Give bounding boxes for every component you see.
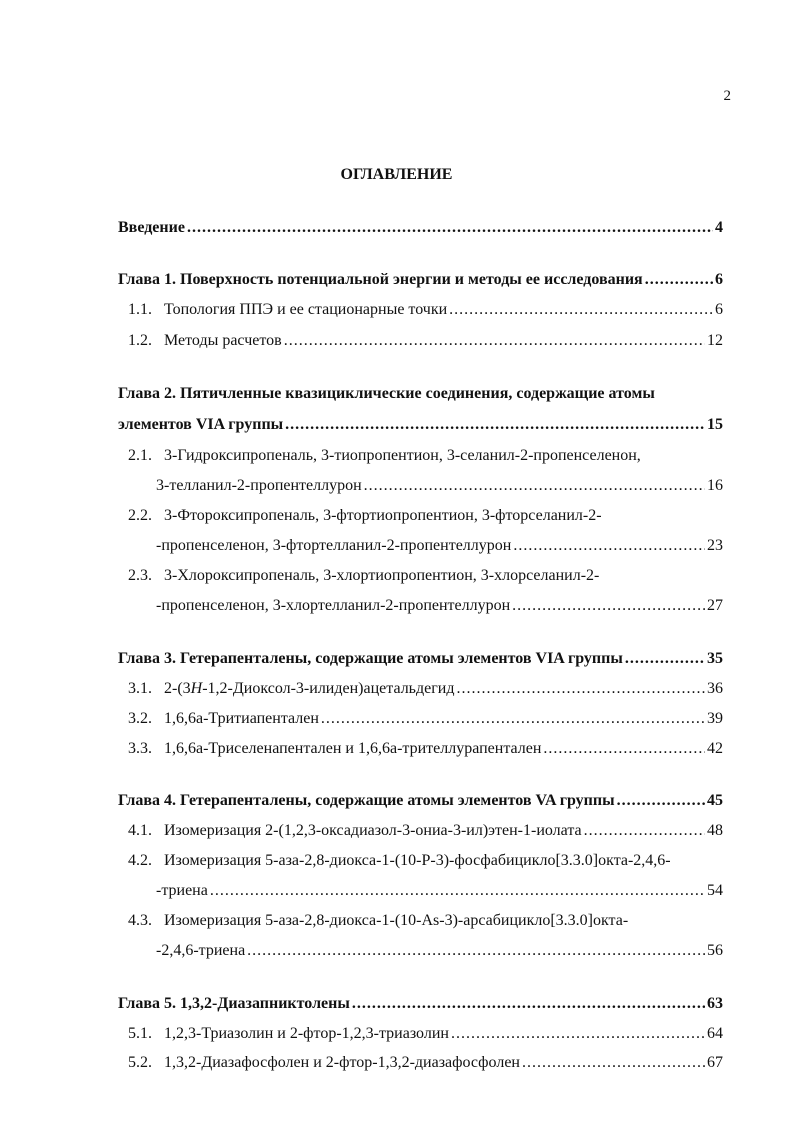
section-title: 3-Фтороксипропеналь, 3-фтортиопропентион, 3-фторселанил-2- xyxy=(164,507,602,524)
section-title: 1,6,6а-Тритиапентален xyxy=(164,710,319,727)
section-title: 1,6,6а-Триселенапентален и 1,6,6а-трителлурапентален xyxy=(164,740,542,757)
toc-entry-chapter-2[interactable] xyxy=(118,415,723,435)
section-title: 3-Гидроксипропеналь, 3-тиопропентион, 3-селанил-2-пропенселенон, xyxy=(164,447,641,464)
section-number: 3.3. xyxy=(128,740,152,757)
leader-dots xyxy=(449,300,713,320)
section-title: 3-Хлороксипропеналь, 3-хлортиопропентион, 3-хлорселанил-2- xyxy=(164,567,600,584)
leader-dots xyxy=(513,536,705,556)
toc-entry-intro-text: Введение xyxy=(118,219,185,236)
toc-entry-2-2-line1[interactable] xyxy=(128,506,602,526)
section-page: 36 xyxy=(707,680,723,697)
toc-entry-intro[interactable] xyxy=(118,218,723,238)
section-page: 67 xyxy=(707,1054,723,1071)
section-title: Изомеризация 5-аза-2,8-диокса-1-(10-As-3)-арсабицикло[3.3.0]окта- xyxy=(164,912,629,929)
leader-dots xyxy=(210,881,705,901)
section-title-cont: -триена xyxy=(156,882,208,899)
leader-dots xyxy=(543,739,705,759)
toc-entry-1-1[interactable] xyxy=(128,300,723,320)
section-title-cont: -пропенселенон, 3-фтортелланил-2-пропентеллурон xyxy=(156,537,512,554)
section-title: Изомеризация 5-аза-2,8-диокса-1-(10-Р-3)-фосфабицикло[3.3.0]окта-2,4,6- xyxy=(164,852,671,869)
toc-entry-2-1-line1[interactable] xyxy=(128,446,641,466)
section-number: 3.2. xyxy=(128,710,152,727)
toc-entry-chapter-4-page: 45 xyxy=(707,792,723,809)
section-page: 64 xyxy=(707,1025,723,1042)
section-number: 2.3. xyxy=(128,567,152,584)
leader-dots xyxy=(187,218,713,238)
section-title-post: -1,2-Диоксол-3-илиден)ацетальдегид xyxy=(202,680,455,697)
section-page: 56 xyxy=(707,942,723,959)
toc-entry-chapter-2-text: элементов VIA группы xyxy=(118,416,284,433)
section-page: 39 xyxy=(707,710,723,727)
toc-entry-chapter-4[interactable] xyxy=(118,791,723,811)
section-title: 1,3,2-Диазафосфолен и 2-фтор-1,3,2-диазафосфолен xyxy=(164,1054,520,1071)
toc-entry-5-1[interactable] xyxy=(128,1024,723,1044)
toc-entry-chapter-1-page: 6 xyxy=(715,271,723,288)
toc-entry-4-1[interactable] xyxy=(128,821,723,841)
toc-entry-3-2[interactable] xyxy=(128,709,723,729)
leader-dots xyxy=(284,331,705,351)
leader-dots xyxy=(512,596,705,616)
section-number: 3.1. xyxy=(128,680,152,697)
toc-entry-2-3[interactable] xyxy=(156,596,723,616)
leader-dots xyxy=(364,476,705,496)
section-title-cont: -2,4,6-триена xyxy=(156,942,246,959)
section-title-pre: 2-(3 xyxy=(164,680,191,697)
leader-dots xyxy=(625,649,705,669)
section-page: 23 xyxy=(707,537,723,554)
toc-entry-4-2-line1[interactable] xyxy=(128,851,671,871)
toc-entry-1-2[interactable] xyxy=(128,331,723,351)
section-page: 16 xyxy=(707,477,723,494)
leader-dots xyxy=(247,941,705,961)
section-number: 2.1. xyxy=(128,447,152,464)
toc-entry-chapter-2-line1[interactable]: Глава 2. Пятичленные квазициклические соединения, содержащие атомы xyxy=(118,385,655,402)
toc-entry-chapter-1[interactable] xyxy=(118,270,723,290)
toc-entry-4-2[interactable] xyxy=(156,881,723,901)
toc-entry-chapter-5[interactable] xyxy=(118,994,723,1014)
leader-dots xyxy=(451,1024,705,1044)
leader-dots xyxy=(645,270,713,290)
leader-dots xyxy=(617,791,705,811)
toc-entry-chapter-5-page: 63 xyxy=(707,995,723,1012)
toc-entry-intro-page: 4 xyxy=(715,219,723,236)
section-title-cont: -пропенселенон, 3-хлортелланил-2-пропентеллурон xyxy=(156,597,511,614)
toc-entry-3-1[interactable] xyxy=(128,679,723,699)
section-page: 54 xyxy=(707,882,723,899)
toc-title: ОГЛАВЛЕНИЕ xyxy=(340,166,453,183)
section-title: Изомеризация 2-(1,2,3-оксадиазол-3-ониа-3-ил)этен-1-иолата xyxy=(164,822,582,839)
toc-entry-chapter-3-text: Глава 3. Гетерапенталены, содержащие атомы элементов VIA группы xyxy=(118,650,623,667)
toc-entry-4-3-line1[interactable] xyxy=(128,911,628,931)
section-title-italic: H xyxy=(190,680,203,697)
toc-entry-chapter-3[interactable] xyxy=(118,649,723,669)
section-number: 2.2. xyxy=(128,507,152,524)
leader-dots xyxy=(584,821,705,841)
section-number: 4.3. xyxy=(128,912,152,929)
toc-entry-3-3[interactable] xyxy=(128,739,723,759)
toc-entry-4-3[interactable] xyxy=(156,941,723,961)
section-number: 4.2. xyxy=(128,852,152,869)
section-number: 4.1. xyxy=(128,822,152,839)
section-number: 5.1. xyxy=(128,1025,152,1042)
leader-dots xyxy=(456,679,705,699)
section-title: Топология ППЭ и ее стационарные точки xyxy=(164,301,448,318)
section-title: Методы расчетов xyxy=(164,332,282,349)
page-number: 2 xyxy=(723,88,731,104)
toc-entry-chapter-4-text: Глава 4. Гетерапенталены, содержащие атомы элементов VA группы xyxy=(118,792,615,809)
section-number: 1.2. xyxy=(128,332,152,349)
toc-entry-chapter-5-text: Глава 5. 1,3,2-Диазапниктолены xyxy=(118,995,350,1012)
toc-entry-chapter-3-page: 35 xyxy=(707,650,723,667)
leader-dots xyxy=(522,1053,705,1073)
toc-entry-chapter-1-text: Глава 1. Поверхность потенциальной энергии и методы ее исследования xyxy=(118,271,643,288)
section-number: 1.1. xyxy=(128,301,152,318)
toc-entry-2-1[interactable] xyxy=(156,476,723,496)
toc-entry-chapter-2-page: 15 xyxy=(707,416,723,433)
section-page: 48 xyxy=(707,822,723,839)
leader-dots xyxy=(285,415,705,435)
section-number: 5.2. xyxy=(128,1054,152,1071)
section-title-cont: 3-телланил-2-пропентеллурон xyxy=(156,477,362,494)
section-page: 27 xyxy=(707,597,723,614)
toc-entry-5-2[interactable] xyxy=(128,1053,723,1073)
toc-entry-2-2[interactable] xyxy=(156,536,723,556)
section-page: 6 xyxy=(715,301,723,318)
section-page: 42 xyxy=(707,740,723,757)
section-title: 1,2,3-Триазолин и 2-фтор-1,2,3-триазолин xyxy=(164,1025,449,1042)
leader-dots xyxy=(352,994,705,1014)
leader-dots xyxy=(321,709,705,729)
toc-entry-2-3-line1[interactable] xyxy=(128,566,599,586)
section-page: 12 xyxy=(707,332,723,349)
